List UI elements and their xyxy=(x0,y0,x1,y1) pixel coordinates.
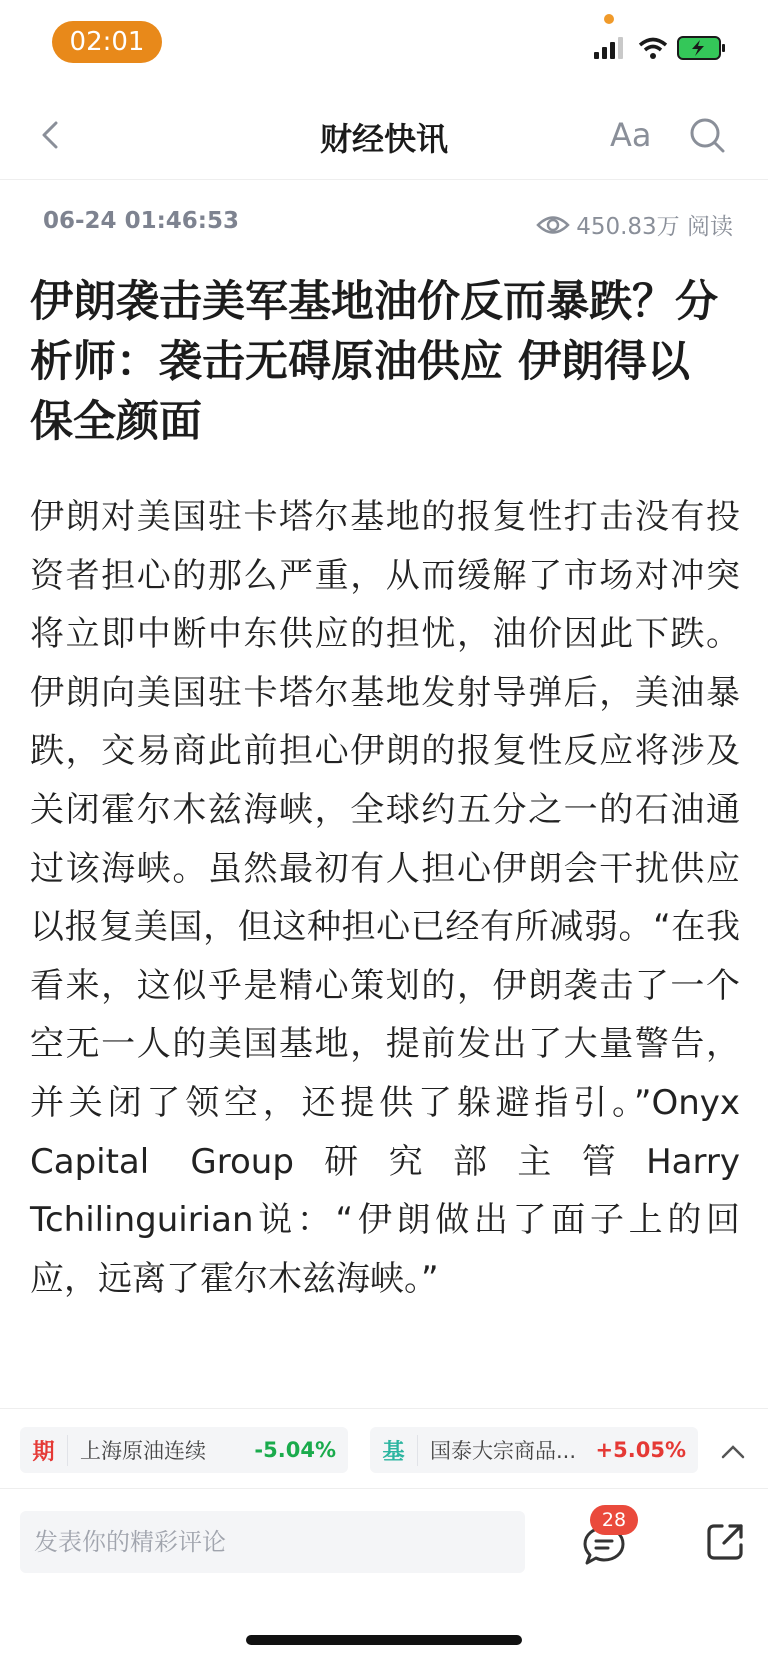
nav-bar xyxy=(0,90,768,180)
article-meta xyxy=(43,208,733,244)
view-count-label: 450.83万 阅读 xyxy=(576,214,733,240)
search-icon[interactable] xyxy=(688,116,728,156)
article-title: 伊朗袭击美军基地油价反而暴跌？分析师：袭击无碍原油供应 伊朗得以保全颜面 xyxy=(30,277,718,447)
signal-icon xyxy=(594,37,623,59)
related-item-name: 国泰大宗商品... xyxy=(430,1439,577,1463)
font-size-icon[interactable]: Aa xyxy=(610,116,652,154)
share-icon[interactable] xyxy=(704,1521,746,1563)
comment-count-badge: 28 xyxy=(590,1505,638,1535)
related-item-fund[interactable] xyxy=(370,1427,698,1473)
status-bar xyxy=(0,0,768,90)
publish-date: 06-24 01:46:53 xyxy=(43,208,239,234)
related-item-change: -5.04% xyxy=(254,1438,336,1462)
related-item-change: +5.05% xyxy=(595,1438,686,1462)
home-indicator[interactable] xyxy=(246,1635,522,1645)
comment-bar xyxy=(0,1488,768,1598)
fund-tag: 基 xyxy=(370,1435,418,1466)
status-icons xyxy=(594,34,744,64)
related-item-crude-oil[interactable] xyxy=(20,1427,348,1473)
privacy-indicator-dot xyxy=(604,14,614,24)
status-time: 02:01 xyxy=(52,21,162,63)
comment-input[interactable]: 发表你的精彩评论 xyxy=(20,1511,525,1573)
chevron-up-icon[interactable] xyxy=(718,1437,748,1467)
page-title: 财经快讯 xyxy=(319,120,448,158)
wifi-icon xyxy=(640,40,666,60)
article-body: 伊朗对美国驻卡塔尔基地的报复性打击没有投资者担心的那么严重，从而缓解了市场对冲突将立即中断中东供应的担忧，油价因此下跌。伊朗向美国驻卡塔尔基地发射导弹后，美油暴跌，交易商此前担心伊朗的报复性反应将涉及关闭霍尔木兹海峡，全球约五分之一的石油通过该海峡。虽然最初有人担心伊朗会干扰供应以报复美国，但这种担心已经有所减弱。“在我看来，这似乎是精心策划的，伊朗袭击了一个空无一人的美国基地，提前发出了大量警告，并关闭了领空，还提供了躲避指引。”Onyx Capital Group研究部主管Harry Tchilinguirian说：“伊朗做出了面子上的回应，远离了霍尔木兹海峡。” xyxy=(30,497,740,1299)
view-count xyxy=(536,208,733,241)
battery-icon xyxy=(678,37,725,59)
related-item-name: 上海原油连续 xyxy=(80,1439,206,1463)
related-securities-bar xyxy=(0,1408,768,1488)
futures-tag: 期 xyxy=(20,1435,68,1466)
eye-icon xyxy=(536,214,570,236)
